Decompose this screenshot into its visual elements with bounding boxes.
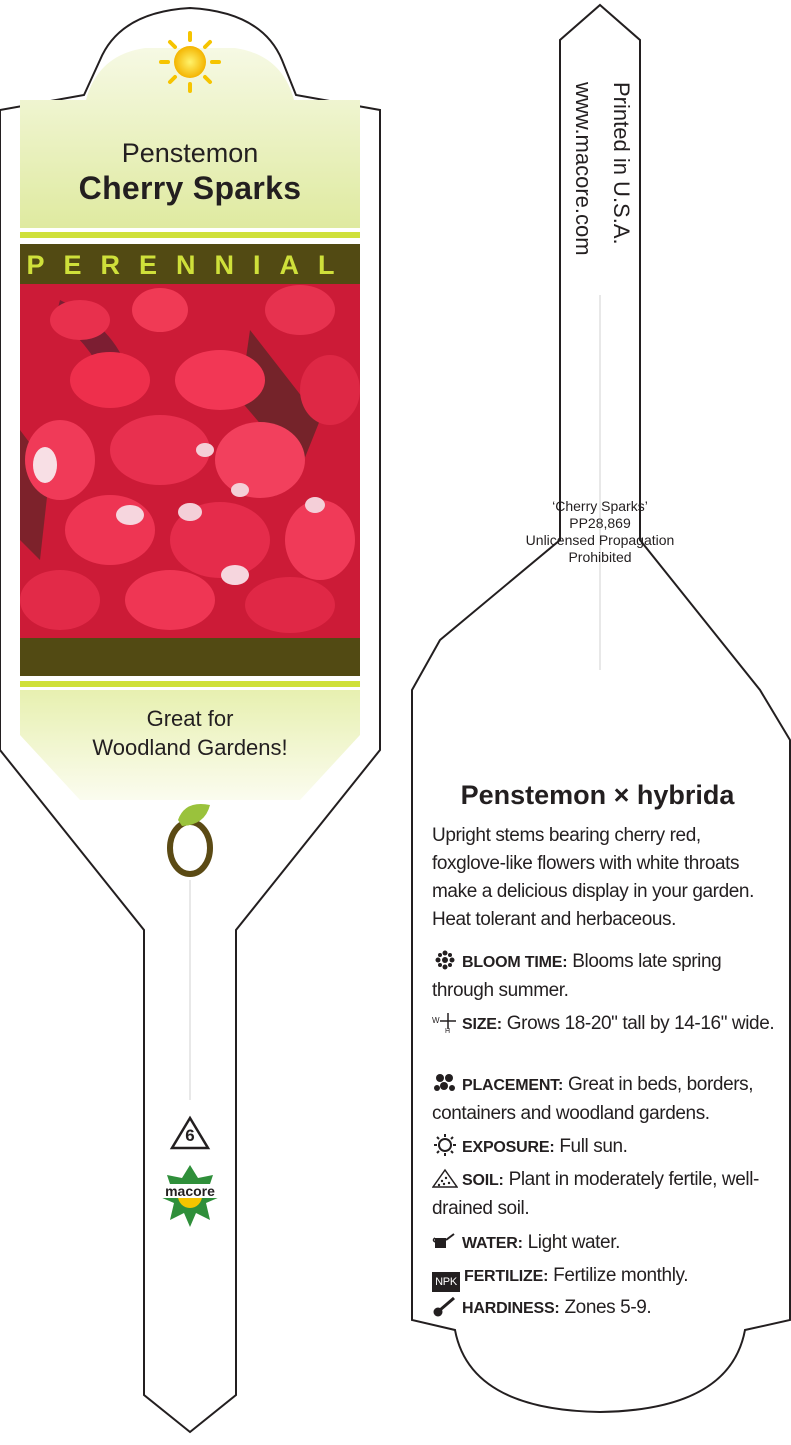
care-bloom-time: [432, 948, 777, 1005]
soil-mound-icon: [432, 1167, 458, 1189]
hardiness-text: Zones 5-9.: [564, 1297, 652, 1318]
care-exposure: [432, 1133, 777, 1162]
care-fertilize: [432, 1262, 777, 1292]
bloom-time-label: BLOOM TIME:: [462, 954, 568, 971]
fertilize-label: FERTILIZE:: [464, 1268, 549, 1285]
size-w-letter: W: [432, 1016, 440, 1025]
placement-text: Great in beds, borders, containers and woodland gardens.: [432, 1074, 754, 1124]
patent-line4: Prohibited: [568, 549, 632, 565]
size-label: SIZE:: [462, 1016, 502, 1033]
size-arrows-icon: [432, 1011, 458, 1033]
size-h-letter: H: [445, 1028, 450, 1033]
photo-bottom-band: [20, 638, 360, 676]
placement-label: PLACEMENT:: [462, 1077, 564, 1094]
soil-label: SOIL:: [462, 1172, 504, 1189]
botanical-name: Penstemon × hybrida: [460, 780, 735, 810]
care-water: [432, 1229, 777, 1258]
tagline: [20, 704, 360, 762]
flower-icon: [432, 949, 458, 971]
front-stripe-bottom: [20, 681, 360, 687]
care-hardiness: [432, 1294, 777, 1323]
plant-genus: Penstemon: [121, 138, 259, 168]
patent-number: PP28,869: [569, 515, 631, 531]
care-placement: [432, 1071, 777, 1128]
plant-group-icon: [432, 1072, 458, 1094]
website: www.macore.com: [571, 82, 596, 256]
fertilize-text: Fertilize monthly.: [553, 1265, 689, 1286]
soil-text: Plant in moderately fertile, well-drained soil.: [432, 1169, 759, 1219]
category-banner: PERENNIAL: [20, 244, 360, 284]
sun-outline-icon: [432, 1134, 458, 1156]
plant-cultivar: Cherry Sparks: [78, 170, 302, 206]
exposure-text: Full sun.: [559, 1136, 628, 1157]
plant-description: Upright stems bearing cherry red, foxglove-like flowers with white throats make a delicious display in your garden. Heat tolerant and herbaceous.: [432, 825, 754, 930]
patent-variety: ‘Cherry Sparks’: [552, 498, 648, 514]
water-text: Light water.: [527, 1232, 620, 1253]
brand-name: macore: [165, 1183, 215, 1199]
care-size: [432, 1010, 777, 1039]
patent-line3: Unlicensed Propagation: [525, 532, 675, 548]
tagline-line1: Great for: [146, 706, 234, 731]
printed-in: Printed in U.S.A.: [609, 82, 634, 245]
bloom-time-text: Blooms late spring through summer.: [432, 951, 722, 1001]
tagline-line2: Woodland Gardens!: [92, 735, 288, 760]
thermometer-icon: [432, 1295, 458, 1317]
care-soil: [432, 1166, 777, 1223]
patent-notice: [490, 498, 710, 566]
recycle-number: 6: [185, 1126, 195, 1145]
water-label: WATER:: [462, 1235, 523, 1252]
exposure-label: EXPOSURE:: [462, 1139, 555, 1156]
size-text: Grows 18-20" tall by 14-16" wide.: [506, 1013, 775, 1034]
flower-photo: [20, 284, 360, 638]
sun-icon: [161, 33, 219, 91]
npk-icon: NPK: [432, 1272, 460, 1292]
watering-can-icon: [432, 1230, 458, 1252]
hardiness-label: HARDINESS:: [462, 1300, 560, 1317]
front-stripe-top: [20, 232, 360, 238]
